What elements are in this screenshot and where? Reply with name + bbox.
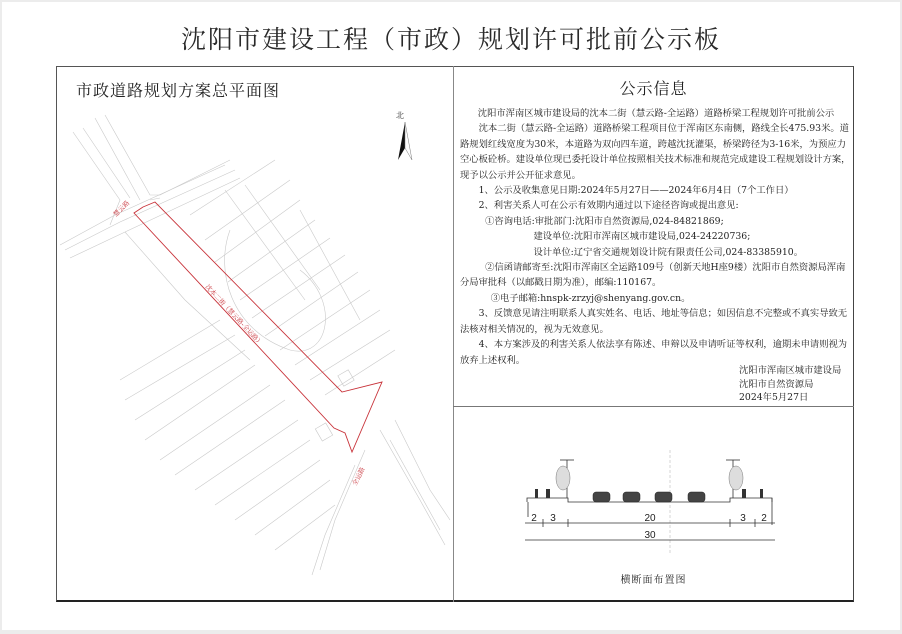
road-label-quanyun: 全运路 [350, 465, 367, 487]
site-plan-map [57, 96, 452, 601]
contact-email: ③电子邮箱:hnspk-zrzyj@shenyang.gov.cn。 [490, 292, 691, 304]
road-label-shenben: 沈本二街（慧云路-全运路） [203, 282, 265, 348]
dim-total: 30 [644, 530, 656, 541]
section-divider [453, 406, 854, 407]
contact-mail: ②信函请邮寄至:沈阳市浑南区全运路109号（创新天地H座9楼）沈阳市自然资源局浑南分局审批科（以邮戳日期为准），邮编:110167。 [460, 262, 846, 289]
notice-intro: 沈本二街（慧云路-全运路）道路桥梁工程项目位于浑南区东南侧，路线全长475.93米。道路规划红线宽度为30米，本道路为双向四车道，跨越沈抚灌渠，桥梁跨径为3-16米，为预应力空心板砼桥。建设单位现已委托设计单位按照相关技术标准和规范完成建设工程规划设计方案，现予以公示并公开征求意见。 [460, 123, 851, 181]
pedestrian-icon [535, 489, 763, 498]
notice-item-1: 1、公示及收集意见日期:2024年5月27日——2024年6月4日（7个工作日） [478, 185, 794, 197]
notice-item-4: 4、本方案涉及的利害关系人依法享有陈述、申辩以及申请听证等权利，逾期未申请则视为放弃上述权利。 [460, 339, 848, 366]
board-title: 沈阳市建设工程（市政）规划许可批前公示板 [180, 25, 721, 54]
panel-divider [453, 66, 454, 602]
tree-icon [556, 466, 743, 490]
street-lamp-icon [560, 460, 740, 498]
signature-date: 2024年5月27日 [739, 392, 809, 403]
dim-right-walk: 2 [761, 513, 767, 524]
notice-heading: 沈阳市浑南区城市建设局的沈本二街（慧云路-全运路）道路桥梁工程规划许可批前公示 [477, 108, 835, 119]
plan-title: 市政道路规划方案总平面图 [76, 81, 281, 100]
road-label-huiyun: 慧云路 [111, 198, 132, 219]
contact-phone-builder: 建设单位:沈阳市浑南区城市建设局,024-24220736; [533, 231, 751, 243]
cross-section-diagram [520, 445, 820, 565]
dim-carriageway: 20 [644, 513, 656, 524]
dim-right-green: 3 [740, 513, 746, 524]
signature-org-1: 沈阳市浑南区城市建设局 [739, 365, 842, 376]
signature-org-2: 沈阳市自然资源局 [739, 378, 814, 390]
north-label: 北 [396, 111, 404, 120]
hatch-area [120, 160, 395, 550]
project-boundary [134, 202, 382, 452]
signature-block [739, 364, 841, 405]
dim-left-green: 3 [550, 513, 556, 524]
notice-body [460, 106, 852, 368]
car-icon [593, 492, 705, 502]
notice-title: 公示信息 [619, 79, 688, 98]
contact-phone-approval: ①咨询电话:审批部门:沈阳市自然资源局,024-84821869; [485, 215, 724, 227]
contact-phone-designer: 设计单位:辽宁省交通规划设计院有限责任公司,024-83385910。 [533, 246, 803, 258]
notice-item-3: 3、反馈意见请注明联系人真实姓名、电话、地址等信息；如因信息不完整或不真实导致无法核对相关情况的，视为无效意见。 [460, 308, 848, 335]
cross-section-caption: 横断面布置图 [620, 575, 687, 586]
dim-left-walk: 2 [531, 513, 537, 524]
notice-item-2: 2、利害关系人可在公示有效期内通过以下途径咨询或提出意见: [478, 200, 739, 212]
north-arrow-icon [396, 110, 412, 160]
